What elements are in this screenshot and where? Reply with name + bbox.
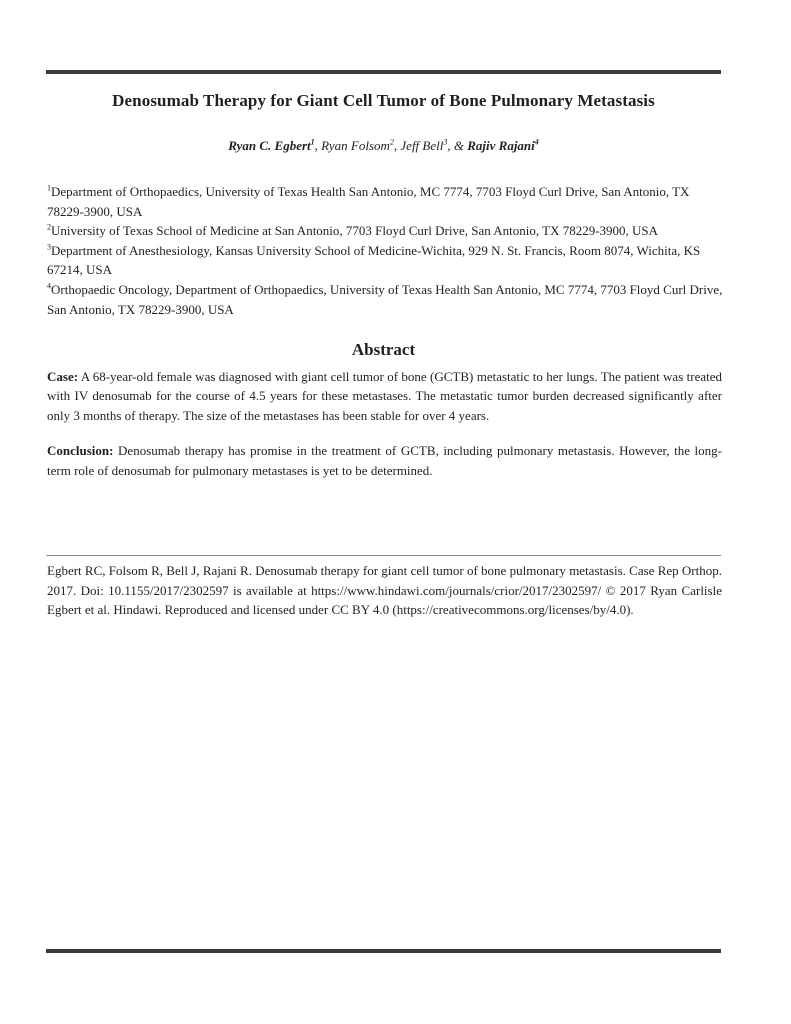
affiliation-marker: 2 — [47, 222, 51, 232]
paper-title: Denosumab Therapy for Giant Cell Tumor of Bone Pulmonary Metastasis — [112, 91, 655, 110]
abstract-body — [47, 367, 722, 480]
affiliation-item — [47, 221, 727, 241]
author-affiliation-marker: 4 — [534, 137, 539, 147]
bottom-rule — [46, 949, 721, 953]
affiliation-text: Department of Anesthesiology, Kansas University School of Medicine-Wichita, 929 N. St. Francis, Room 8074, Wichita, KS 67214, USA — [47, 242, 701, 278]
abstract-heading: Abstract — [351, 340, 416, 359]
author-name: Ryan C. Egbert — [228, 138, 311, 153]
affiliation-list — [47, 182, 727, 319]
author-affiliation-marker: 1 — [310, 137, 315, 147]
author-separator: , — [314, 138, 322, 153]
conclusion-label: Conclusion: — [47, 443, 114, 459]
affiliation-text: University of Texas School of Medicine at San Antonio, 7703 Floyd Curl Drive, San Antonio, TX 78229-3900, USA — [51, 223, 659, 239]
top-rule — [46, 70, 721, 74]
case-text: A 68-year-old female was diagnosed with giant cell tumor of bone (GCTB) metastatic to her lungs. The patient was treated with IV denosumab for the course of 4.5 years for these metastases. The metastatic tumor burden decreased significantly after only 3 months of therapy. The size of the metastases has been stable for over 4 years. — [47, 369, 722, 423]
author-affiliation-marker: 2 — [389, 137, 394, 147]
affiliation-marker: 1 — [47, 183, 51, 193]
affiliation-item — [47, 241, 727, 280]
affiliation-item — [47, 182, 727, 221]
abstract-conclusion-paragraph — [47, 441, 722, 480]
affiliation-marker: 3 — [47, 242, 51, 252]
citation-note: Egbert RC, Folsom R, Bell J, Rajani R. Denosumab therapy for giant cell tumor of bone pulmonary metastasis. Case Rep Orthop. 2017. Doi: 10.1155/2017/2302597 is available at https://www.hindawi.com/journals/crior/2017/2302597/ © 2017 Ryan Carlisle Egbert et al. Hindawi. Reproduced and licensed under CC BY 4.0 (https://creativecommons.org/licenses/by/4.0). — [47, 563, 722, 618]
affiliation-text: Department of Orthopaedics, University of Texas Health San Antonio, MC 7774, 7703 Floyd Curl Drive, San Antonio, TX 78229-3900, USA — [47, 184, 690, 219]
author-name: Ryan Folsom — [321, 138, 390, 153]
affiliation-marker: 4 — [47, 281, 51, 291]
author-name: Rajiv Rajani — [467, 138, 535, 153]
author-separator: , — [393, 138, 401, 153]
abstract-case-paragraph — [47, 367, 722, 425]
author-affiliation-marker: 3 — [443, 137, 448, 147]
author-separator: , & — [447, 138, 468, 153]
conclusion-text: Denosumab therapy has promise in the treatment of GCTB, including pulmonary metastasis. However, the long-term role of denosumab for pulmonary metastases is yet to be determined. — [47, 443, 722, 478]
affiliation-text: Orthopaedic Oncology, Department of Orthopaedics, University of Texas Health San Antonio, MC 7774, 7703 Floyd Curl Drive, San Antonio, TX 78229-3900, USA — [47, 281, 723, 317]
citation-divider — [46, 555, 721, 556]
author-name: Jeff Bell — [400, 138, 444, 153]
affiliation-item — [47, 280, 727, 319]
author-list — [46, 138, 721, 154]
case-label: Case: — [47, 369, 79, 384]
